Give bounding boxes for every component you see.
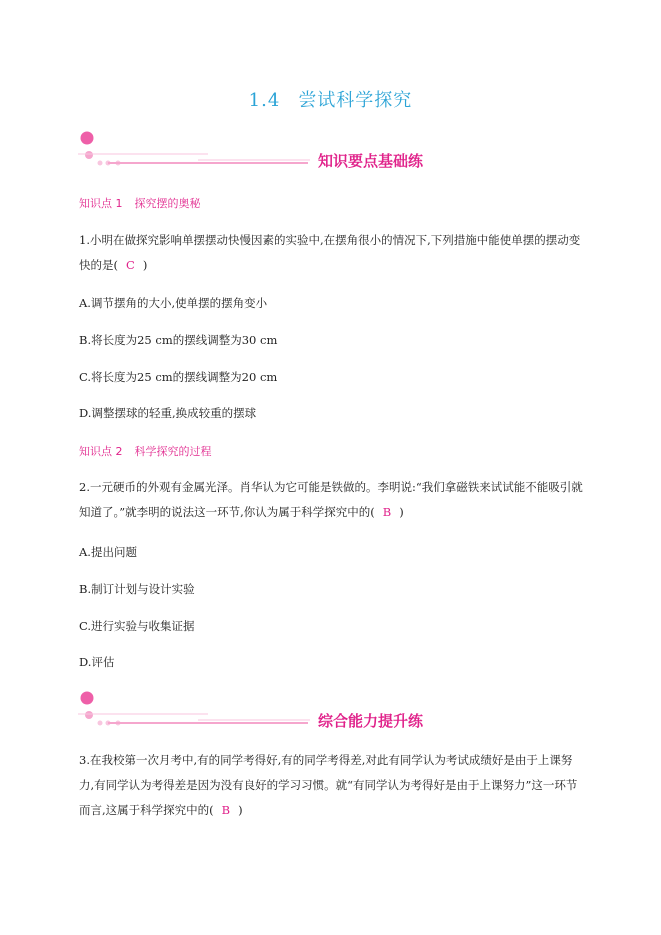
option-item: B.制订计划与设计实验: [79, 582, 195, 596]
question-text-close: ): [399, 505, 404, 519]
option-item: B.将长度为25 cm的摆线调整为30 cm: [79, 333, 278, 347]
banner-title: 知识要点基础练: [317, 152, 423, 170]
question-text: 3.在我校第一次月考中,有的同学考得好,有的同学考得差,对此有同学认为考试成绩好是由于上课努力,有同学认为考得差是因为没有良好的学习习惯。就“有同学认为考得好是由于上课努力”这一环节而言,这属于科学探究中的(: [79, 753, 578, 817]
question-stem: [79, 475, 585, 525]
page-title: [0, 86, 661, 112]
section-banner-advanced: [78, 687, 423, 737]
knowledge-point-name: 探究摆的奥秘: [134, 197, 201, 210]
question-stem: [79, 748, 585, 823]
question-text-close: ): [238, 803, 243, 817]
option-item: C.进行实验与收集证据: [79, 619, 195, 633]
knowledge-point-heading: [79, 443, 212, 459]
question-text: 1.小明在做探究影响单摆摆动快慢因素的实验中,在摆角很小的情况下,下列措施中能使单摆的摆动变快的是(: [79, 233, 581, 272]
question-text-close: ): [142, 258, 148, 272]
option-item: D.调整摆球的轻重,换成较重的摆球: [79, 406, 257, 420]
answer-mark: B: [382, 505, 392, 519]
option-item: A.提出问题: [79, 545, 137, 559]
question-stem: [79, 228, 585, 278]
section-banner-basic: [78, 127, 423, 177]
question-text: 2.一元硬币的外观有金属光泽。肖华认为它可能是铁做的。李明说:“我们拿磁铁来试试能不能吸引就知道了。”就李明的说法这一环节,你认为属于科学探究中的(: [79, 480, 583, 519]
answer-mark: C: [126, 258, 135, 272]
option-item: A.调节摆角的大小,使单摆的摆角变小: [79, 296, 268, 310]
knowledge-point-label: 知识点 2: [79, 445, 123, 458]
knowledge-point-label: 知识点 1: [79, 197, 123, 210]
banner-title: 综合能力提升练: [317, 712, 423, 730]
option-item: D.评估: [79, 655, 115, 669]
option-item: C.将长度为25 cm的摆线调整为20 cm: [79, 370, 278, 384]
answer-mark: B: [221, 803, 231, 817]
section-number: 1.4: [248, 90, 281, 111]
knowledge-point-name: 科学探究的过程: [134, 445, 212, 458]
section-title: 尝试科学探究: [298, 90, 413, 111]
knowledge-point-heading: [79, 195, 201, 211]
